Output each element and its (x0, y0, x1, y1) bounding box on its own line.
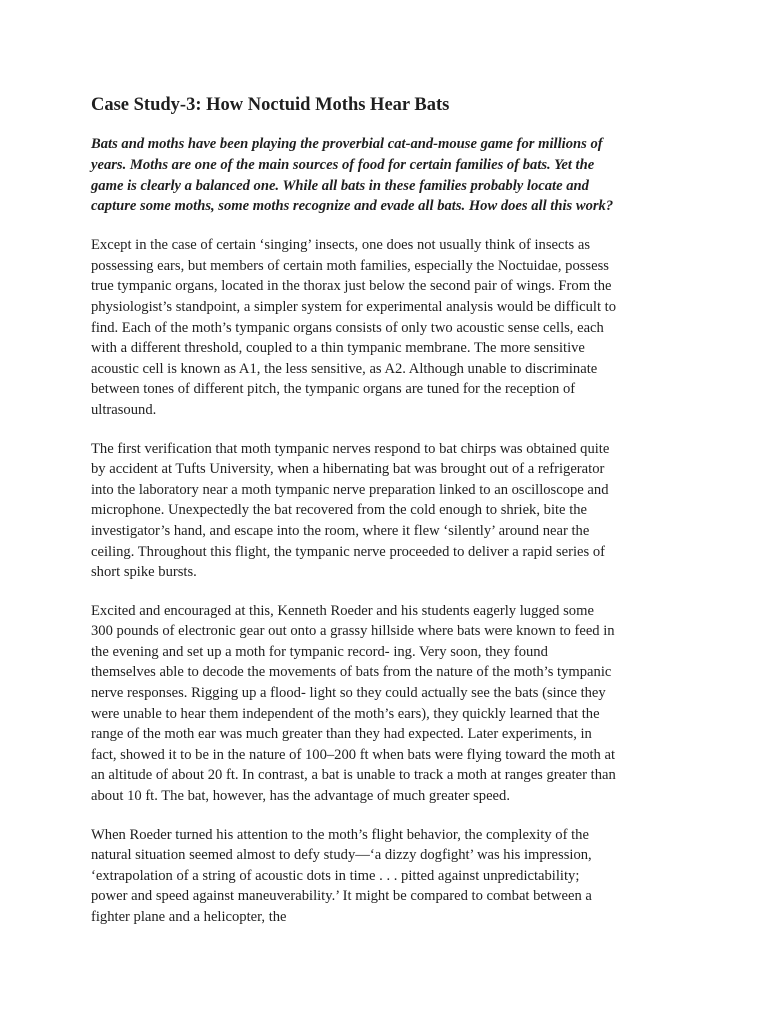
text-line: natural situation seemed almost to defy study—‘a dizzy dogfight’ was his impression, (91, 847, 592, 864)
text-line: possessing ears, but members of certain moth families, especially the Noctuidae, possess (91, 257, 609, 274)
text-line: by accident at Tufts University, when a hibernating bat was brought out of a refrigerator (91, 461, 605, 478)
text-line: When Roeder turned his attention to the moth’s flight behavior, the complexity of the (91, 826, 589, 843)
text-line: ultrasound. (91, 401, 157, 418)
intro-line: years. Moths are one of the main sources of food for certain families of bats. Yet the (91, 156, 595, 173)
text-line: between tones of different pitch, the tympanic organs are tuned for the reception of (91, 381, 576, 398)
document-page (91, 93, 689, 946)
text-line: investigator’s hand, and escape into the room, where it flew ‘silently’ around near the (91, 522, 590, 539)
text-line: with a different threshold, coupled to a thin tympanic membrane. The more sensitive (91, 340, 585, 357)
text-line: about 10 ft. The bat, however, has the advantage of much greater speed. (91, 788, 510, 805)
text-line: acoustic cell is known as A1, the less sensitive, as A2. Although unable to discriminate (91, 360, 598, 377)
intro-line: game is clearly a balanced one. While all bats in these families probably locate and (91, 177, 589, 194)
page-title: Case Study-3: How Noctuid Moths Hear Bats (91, 95, 450, 115)
body-paragraph-1 (91, 235, 689, 420)
body-paragraph-2 (91, 439, 689, 583)
text-line: true tympanic organs, located in the thorax just below the second pair of wings. From the (91, 278, 612, 295)
text-line: range of the moth ear was much greater than they had expected. Later experiments, in (91, 726, 592, 743)
text-line: nerve responses. Rigging up a flood- light so they could actually see the bats (since they (91, 685, 606, 702)
text-line: fact, showed it to be in the nature of 100–200 ft when bats were flying toward the moth at (91, 746, 616, 763)
text-line: the evening and set up a moth for tympanic record- ing. Very soon, they found (91, 643, 548, 660)
body-paragraph-3 (91, 601, 689, 807)
intro-paragraph (91, 134, 689, 217)
text-line: into the laboratory near a moth tympanic nerve preparation linked to an oscilloscope and (91, 481, 609, 498)
text-line: 300 pounds of electronic gear out onto a grassy hillside where bats were known to feed in (91, 623, 615, 640)
text-line: ‘extrapolation of a string of acoustic dots in time . . . pitted against unpredictability; (91, 867, 580, 884)
text-line: short spike bursts. (91, 564, 197, 581)
text-line: an altitude of about 20 ft. In contrast, a bat is unable to track a moth at ranges greater than (91, 767, 616, 784)
text-line: microphone. Unexpectedly the bat recovered from the cold enough to shriek, bite the (91, 502, 588, 519)
text-line: The first verification that moth tympanic nerves respond to bat chirps was obtained quite (91, 440, 610, 457)
text-line: themselves able to decode the movements of bats from the nature of the moth’s tympanic (91, 664, 612, 681)
text-line: find. Each of the moth’s tympanic organs consists of only two acoustic sense cells, each (91, 319, 604, 336)
text-line: Except in the case of certain ‘singing’ insects, one does not usually think of insects as (91, 237, 591, 254)
intro-line: Bats and moths have been playing the proverbial cat-and-mouse game for millions of (91, 136, 603, 152)
text-line: power and speed against maneuverability.’ It might be compared to combat between a (91, 888, 592, 905)
text-line: Excited and encouraged at this, Kenneth Roeder and his students eagerly lugged some (91, 602, 594, 619)
intro-line: capture some moths, some moths recognize and evade all bats. How does all this work? (91, 198, 614, 215)
body-paragraph-4 (91, 825, 689, 928)
text-line: fighter plane and a helicopter, the (91, 909, 287, 925)
text-line: were unable to hear them independent of the moth’s ears), they quickly learned that the (91, 705, 600, 722)
text-line: ceiling. Throughout this flight, the tympanic nerve proceeded to deliver a rapid series of (91, 543, 606, 560)
text-line: physiologist’s standpoint, a simpler system for experimental analysis would be difficult to (91, 298, 617, 315)
